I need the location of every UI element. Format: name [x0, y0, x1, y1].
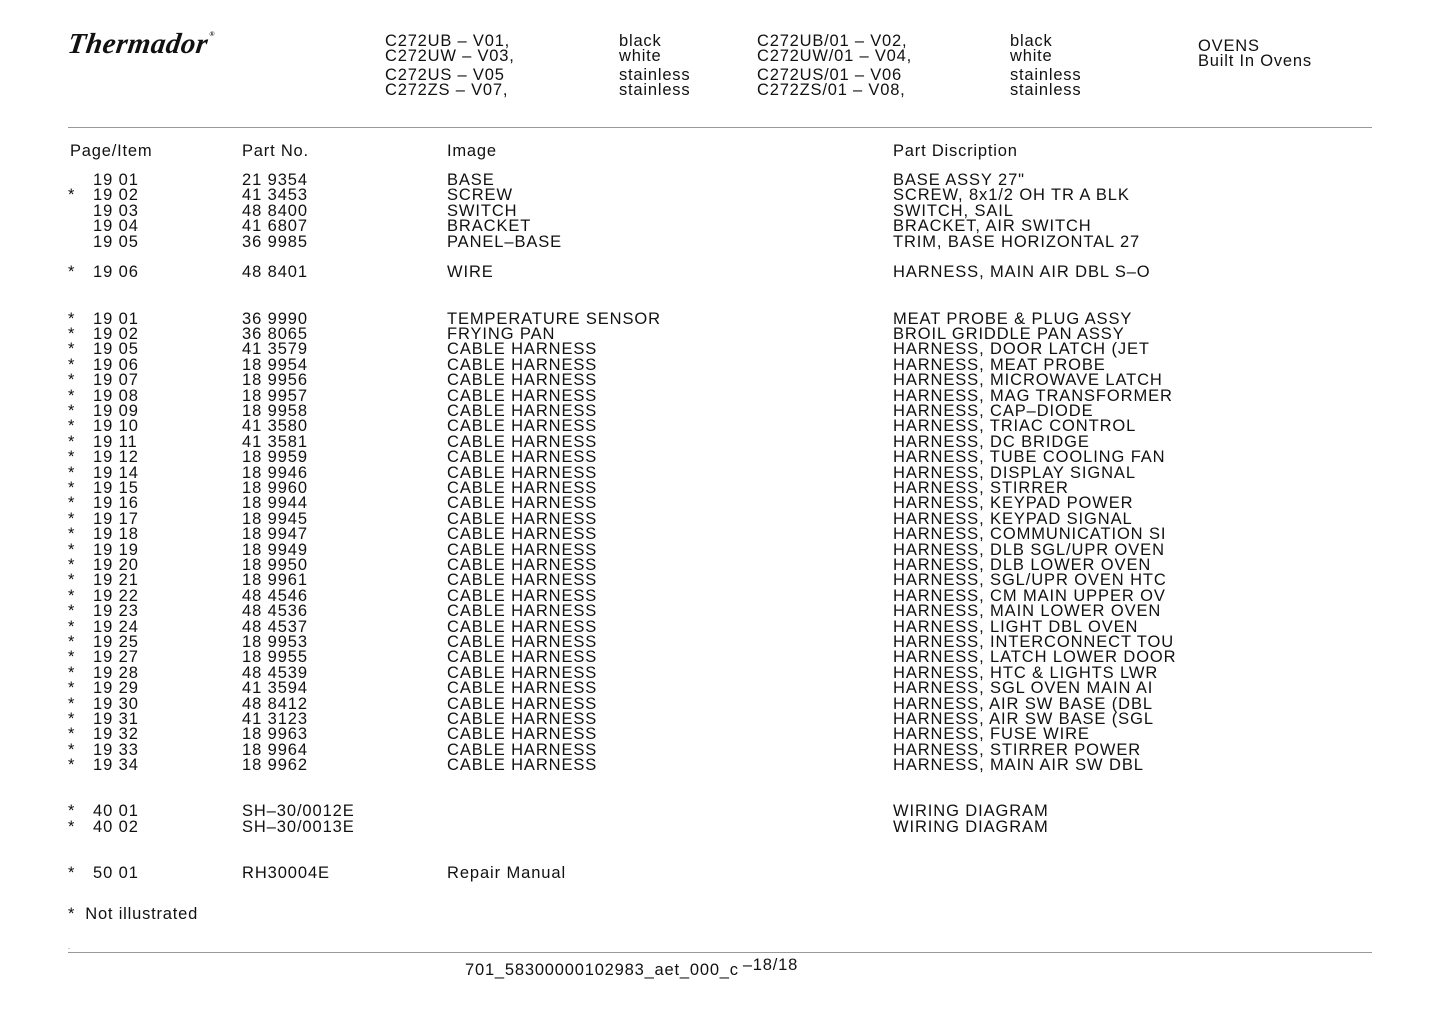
- description-cell: HARNESS, DOOR LATCH (JET: [893, 340, 1150, 359]
- divider-mark: .: [68, 942, 71, 951]
- page-item-cell: 50 01: [93, 864, 139, 882]
- page-item-cell: 19 05: [93, 340, 139, 359]
- image-cell: CABLE HARNESS: [447, 694, 598, 713]
- part-number-cell: 18 9947: [242, 525, 308, 544]
- page-item-cell: 19 19: [93, 540, 139, 559]
- part-number-cell: 18 9962: [242, 756, 308, 775]
- page-item-cell: 19 16: [93, 494, 139, 513]
- part-number-cell: 48 8401: [242, 263, 308, 282]
- not-illustrated-marker: *: [68, 448, 76, 467]
- part-number-cell: 18 9956: [242, 371, 308, 390]
- not-illustrated-marker: *: [68, 386, 76, 405]
- not-illustrated-marker: *: [68, 355, 76, 374]
- not-illustrated-marker: *: [68, 602, 76, 621]
- description-cell: HARNESS, MAG TRANSFORMER: [893, 386, 1173, 405]
- not-illustrated-marker: *: [68, 402, 76, 420]
- image-cell: SCREW: [447, 186, 513, 205]
- image-cell: CABLE HARNESS: [447, 463, 598, 482]
- model-list-col1: [385, 34, 515, 98]
- not-illustrated-marker: *: [68, 633, 76, 651]
- category-subtitle: Built In Ovens: [1198, 52, 1312, 70]
- image-cell: CABLE HARNESS: [447, 402, 598, 420]
- description-cell: HARNESS, MICROWAVE LATCH: [893, 371, 1163, 390]
- image-cell: CABLE HARNESS: [447, 494, 598, 513]
- not-illustrated-marker: *: [68, 864, 76, 882]
- description-cell: HARNESS, STIRRER POWER: [893, 740, 1142, 759]
- header-divider: [68, 127, 1372, 128]
- table-row: [0, 540, 1442, 559]
- not-illustrated-marker: *: [68, 617, 76, 636]
- image-cell: CABLE HARNESS: [447, 525, 598, 544]
- description-cell: HARNESS, KEYPAD POWER: [893, 494, 1134, 513]
- table-row: [0, 173, 1442, 188]
- not-illustrated-marker: *: [68, 756, 76, 775]
- not-illustrated-marker: *: [68, 817, 76, 836]
- header-image: Image: [447, 142, 497, 160]
- header-description: Part Discription: [893, 142, 1018, 160]
- table-row: [0, 866, 1442, 881]
- description-cell: HARNESS, LATCH LOWER DOOR: [893, 648, 1177, 667]
- part-number-cell: 48 4536: [242, 602, 308, 621]
- part-number-cell: 48 4546: [242, 586, 308, 605]
- page-item-cell: 19 34: [93, 756, 139, 775]
- description-cell: SCREW, 8x1/2 OH TR A BLK: [893, 186, 1130, 205]
- image-cell: CABLE HARNESS: [447, 479, 598, 497]
- part-number-cell: 41 3123: [242, 710, 308, 728]
- page-number: –18/18: [742, 956, 799, 974]
- description-cell: HARNESS, CM MAIN UPPER OV: [893, 586, 1166, 605]
- image-cell: CABLE HARNESS: [447, 540, 598, 559]
- part-number-cell: 48 8400: [242, 201, 308, 220]
- image-cell: PANEL–BASE: [447, 232, 563, 251]
- description-cell: WIRING DIAGRAM: [893, 802, 1049, 821]
- model-color: stainless: [619, 81, 691, 99]
- part-number-cell: 18 9944: [242, 494, 308, 513]
- image-cell: CABLE HARNESS: [447, 710, 598, 728]
- not-illustrated-marker: *: [68, 371, 76, 390]
- page-footer: [465, 956, 799, 980]
- part-number-cell: 41 3581: [242, 432, 308, 451]
- table-row: [0, 342, 1442, 357]
- description-cell: BRACKET, AIR SWITCH: [893, 217, 1092, 236]
- table-row: [0, 635, 1442, 650]
- image-cell: CABLE HARNESS: [447, 340, 598, 359]
- page-item-cell: 19 27: [93, 648, 139, 667]
- page-item-cell: 19 32: [93, 725, 139, 744]
- page-item-cell: 40 01: [93, 802, 139, 821]
- page-item-cell: 19 15: [93, 479, 139, 497]
- page-item-cell: 19 04: [93, 217, 139, 236]
- page-item-cell: 19 23: [93, 602, 139, 621]
- not-illustrated-marker: *: [68, 540, 76, 559]
- footer-divider: [68, 952, 1372, 953]
- image-cell: Repair Manual: [447, 864, 567, 882]
- page-item-cell: 19 05: [93, 232, 139, 251]
- description-cell: BROIL GRIDDLE PAN ASSY: [893, 325, 1125, 343]
- table-row: [0, 432, 1442, 451]
- page-item-cell: 19 02: [93, 186, 139, 205]
- part-number-cell: 18 9950: [242, 556, 308, 574]
- table-row: [0, 817, 1442, 836]
- image-cell: SWITCH: [447, 201, 518, 220]
- model-color: white: [619, 47, 662, 65]
- table-header: [0, 142, 1442, 160]
- table-row: [0, 804, 1442, 819]
- part-number-cell: 18 9958: [242, 402, 308, 420]
- not-illustrated-marker: *: [68, 263, 76, 282]
- part-number-cell: 36 9985: [242, 232, 308, 251]
- part-number-cell: 48 4537: [242, 617, 308, 636]
- not-illustrated-marker: *: [68, 432, 76, 451]
- description-cell: WIRING DIAGRAM: [893, 817, 1049, 836]
- page-item-cell: 19 20: [93, 556, 139, 574]
- not-illustrated-marker: *: [68, 571, 76, 590]
- image-cell: CABLE HARNESS: [447, 617, 598, 636]
- image-cell: CABLE HARNESS: [447, 633, 598, 651]
- description-cell: HARNESS, COMMUNICATION SI: [893, 525, 1167, 544]
- page-item-cell: 19 14: [93, 463, 139, 482]
- not-illustrated-marker: *: [68, 325, 76, 343]
- page-item-cell: 19 07: [93, 371, 139, 390]
- not-illustrated-marker: *: [68, 802, 76, 821]
- part-number-cell: 18 9957: [242, 386, 308, 405]
- image-cell: FRYING PAN: [447, 325, 556, 343]
- description-cell: HARNESS, TRIAC CONTROL: [893, 417, 1137, 436]
- part-number-cell: 18 9946: [242, 463, 308, 482]
- not-illustrated-marker: *: [68, 479, 76, 497]
- description-cell: HARNESS, FUSE WIRE: [893, 725, 1090, 744]
- part-number-cell: 41 3579: [242, 340, 308, 359]
- model-color: black: [1010, 32, 1053, 50]
- table-row: [0, 681, 1442, 696]
- page-item-cell: 19 01: [93, 309, 139, 328]
- model-number: C272UB/01 – V02,: [757, 32, 908, 50]
- page-item-cell: 19 06: [93, 355, 139, 374]
- image-cell: TEMPERATURE SENSOR: [447, 309, 661, 328]
- page-item-cell: 19 31: [93, 710, 139, 728]
- page-item-cell: 19 17: [93, 509, 139, 528]
- image-cell: CABLE HARNESS: [447, 386, 598, 405]
- table-row: [0, 758, 1442, 773]
- page-item-cell: 19 06: [93, 263, 139, 282]
- description-cell: HARNESS, AIR SW BASE (DBL: [893, 694, 1153, 713]
- page-item-cell: 19 12: [93, 448, 139, 467]
- table-row: [0, 355, 1442, 374]
- not-illustrated-marker: *: [68, 679, 76, 698]
- description-cell: HARNESS, MAIN LOWER OVEN: [893, 602, 1162, 621]
- part-number-cell: SH–30/0012E: [242, 802, 355, 821]
- description-cell: HARNESS, AIR SW BASE (SGL: [893, 710, 1154, 728]
- not-illustrated-marker: *: [68, 648, 76, 667]
- description-cell: HARNESS, LIGHT DBL OVEN: [893, 617, 1139, 636]
- table-row: [0, 496, 1442, 511]
- not-illustrated-marker: *: [68, 417, 76, 436]
- table-row: [0, 309, 1442, 328]
- page-item-cell: 19 25: [93, 633, 139, 651]
- table-row: [0, 201, 1442, 220]
- document-id: 701_58300000102983_aet_000_c: [465, 961, 739, 979]
- description-cell: HARNESS, MAIN AIR SW DBL: [893, 756, 1144, 775]
- not-illustrated-marker: *: [68, 309, 76, 328]
- not-illustrated-marker: *: [68, 725, 76, 744]
- not-illustrated-marker: *: [68, 694, 76, 713]
- not-illustrated-marker: *: [68, 525, 76, 544]
- table-row: [0, 386, 1442, 405]
- not-illustrated-marker: *: [68, 463, 76, 482]
- model-number: C272US/01 – V06: [757, 66, 903, 84]
- header-part-no: Part No.: [242, 142, 309, 160]
- table-row: [0, 727, 1442, 742]
- product-category: [1198, 39, 1312, 69]
- model-color: white: [1010, 47, 1053, 65]
- description-cell: TRIM, BASE HORIZONTAL 27: [893, 232, 1141, 251]
- not-illustrated-marker: *: [68, 509, 76, 528]
- page-item-cell: 19 02: [93, 325, 139, 343]
- model-number: C272ZS/01 – V08,: [757, 81, 906, 99]
- table-row: [0, 694, 1442, 713]
- model-list-col3: [757, 34, 912, 98]
- part-number-cell: 41 3594: [242, 679, 308, 698]
- part-number-cell: 41 3580: [242, 417, 308, 436]
- table-row: [0, 509, 1442, 528]
- table-row: [0, 527, 1442, 542]
- image-cell: CABLE HARNESS: [447, 648, 598, 667]
- not-illustrated-marker: *: [68, 556, 76, 574]
- image-cell: CABLE HARNESS: [447, 509, 598, 528]
- model-number: C272ZS – V07,: [385, 81, 509, 99]
- page-item-cell: 40 02: [93, 817, 139, 836]
- model-number: C272UB – V01,: [385, 32, 511, 50]
- model-number: C272UW – V03,: [385, 47, 515, 65]
- image-cell: CABLE HARNESS: [447, 756, 598, 775]
- part-number-cell: 21 9354: [242, 171, 308, 189]
- model-color: stainless: [1010, 66, 1082, 84]
- image-cell: CABLE HARNESS: [447, 371, 598, 390]
- image-cell: CABLE HARNESS: [447, 586, 598, 605]
- category-title: OVENS: [1198, 37, 1260, 55]
- image-cell: CABLE HARNESS: [447, 448, 598, 467]
- table-row: [0, 740, 1442, 759]
- part-number-cell: 18 9959: [242, 448, 308, 467]
- model-color: black: [619, 32, 662, 50]
- image-cell: CABLE HARNESS: [447, 679, 598, 698]
- description-cell: HARNESS, MAIN AIR DBL S–O: [893, 263, 1151, 282]
- page-item-cell: 19 09: [93, 402, 139, 420]
- description-cell: HARNESS, KEYPAD SIGNAL: [893, 509, 1133, 528]
- table-row: [0, 558, 1442, 573]
- model-number: C272UW/01 – V04,: [757, 47, 912, 65]
- part-number-cell: 18 9949: [242, 540, 308, 559]
- image-cell: WIRE: [447, 263, 494, 282]
- table-row: [0, 188, 1442, 203]
- part-number-cell: 18 9954: [242, 355, 308, 374]
- table-row: [0, 650, 1442, 665]
- not-illustrated-marker: *: [68, 663, 76, 682]
- description-cell: HARNESS, HTC & LIGHTS LWR: [893, 663, 1159, 682]
- model-color: stainless: [619, 66, 691, 84]
- description-cell: HARNESS, DC BRIDGE: [893, 432, 1090, 451]
- description-cell: HARNESS, TUBE COOLING FAN: [893, 448, 1166, 467]
- footnote: * Not illustrated: [68, 905, 199, 923]
- part-number-cell: SH–30/0013E: [242, 817, 355, 836]
- table-row: [0, 450, 1442, 465]
- header-page-item: Page/Item: [70, 142, 153, 160]
- part-number-cell: RH30004E: [242, 864, 330, 882]
- not-illustrated-marker: *: [68, 494, 76, 513]
- image-cell: CABLE HARNESS: [447, 417, 598, 436]
- part-number-cell: 18 9963: [242, 725, 308, 744]
- page-item-cell: 19 18: [93, 525, 139, 544]
- table-row: [0, 373, 1442, 388]
- table-row: [0, 481, 1442, 496]
- page-item-cell: 19 01: [93, 171, 139, 189]
- not-illustrated-marker: *: [68, 740, 76, 759]
- page-item-cell: 19 30: [93, 694, 139, 713]
- description-cell: HARNESS, DLB LOWER OVEN: [893, 556, 1152, 574]
- description-cell: HARNESS, STIRRER: [893, 479, 1069, 497]
- page-item-cell: 19 22: [93, 586, 139, 605]
- table-row: [0, 419, 1442, 434]
- image-cell: CABLE HARNESS: [447, 355, 598, 374]
- not-illustrated-marker: *: [68, 586, 76, 605]
- part-number-cell: 18 9960: [242, 479, 308, 497]
- image-cell: CABLE HARNESS: [447, 602, 598, 621]
- table-row: [0, 663, 1442, 682]
- page-item-cell: 19 33: [93, 740, 139, 759]
- table-row: [0, 219, 1442, 234]
- page-item-cell: 19 29: [93, 679, 139, 698]
- description-cell: BASE ASSY 27": [893, 171, 1025, 189]
- model-color-col2: [619, 34, 690, 98]
- table-row: [0, 265, 1442, 280]
- image-cell: CABLE HARNESS: [447, 725, 598, 744]
- table-row: [0, 463, 1442, 482]
- description-cell: HARNESS, DLB SGL/UPR OVEN: [893, 540, 1165, 559]
- image-cell: BASE: [447, 171, 495, 189]
- image-cell: CABLE HARNESS: [447, 663, 598, 682]
- not-illustrated-marker: *: [68, 340, 76, 359]
- page-item-cell: 19 08: [93, 386, 139, 405]
- table-row: [0, 327, 1442, 342]
- part-number-cell: 18 9953: [242, 633, 308, 651]
- table-row: [0, 232, 1442, 251]
- description-cell: HARNESS, SGL/UPR OVEN HTC: [893, 571, 1167, 590]
- table-row: [0, 617, 1442, 636]
- description-cell: HARNESS, INTERCONNECT TOU: [893, 633, 1175, 651]
- image-cell: CABLE HARNESS: [447, 571, 598, 590]
- image-cell: BRACKET: [447, 217, 532, 236]
- table-row: [0, 712, 1442, 727]
- description-cell: HARNESS, DISPLAY SIGNAL: [893, 463, 1136, 482]
- model-color: stainless: [1010, 81, 1082, 99]
- part-number-cell: 48 4539: [242, 663, 308, 682]
- table-row: [0, 604, 1442, 619]
- part-number-cell: 18 9961: [242, 571, 308, 590]
- page-item-cell: 19 21: [93, 571, 139, 590]
- image-cell: CABLE HARNESS: [447, 432, 598, 451]
- page-item-cell: 19 03: [93, 201, 139, 220]
- table-row: [0, 586, 1442, 605]
- description-cell: HARNESS, MEAT PROBE: [893, 355, 1106, 374]
- thermador-logo: Thermador®: [65, 28, 216, 60]
- part-number-cell: 36 8065: [242, 325, 308, 343]
- table-row: [0, 404, 1442, 419]
- description-cell: SWITCH, SAIL: [893, 201, 1014, 220]
- model-number: C272US – V05: [385, 66, 505, 84]
- part-number-cell: 18 9945: [242, 509, 308, 528]
- description-cell: HARNESS, SGL OVEN MAIN AI: [893, 679, 1154, 698]
- part-number-cell: 48 8412: [242, 694, 308, 713]
- part-number-cell: 36 9990: [242, 309, 308, 328]
- image-cell: CABLE HARNESS: [447, 556, 598, 574]
- part-number-cell: 41 3453: [242, 186, 308, 205]
- model-color-col4: [1010, 34, 1081, 98]
- image-cell: CABLE HARNESS: [447, 740, 598, 759]
- page-item-cell: 19 28: [93, 663, 139, 682]
- description-cell: HARNESS, CAP–DIODE: [893, 402, 1094, 420]
- part-number-cell: 41 6807: [242, 217, 308, 236]
- not-illustrated-marker: *: [68, 710, 76, 728]
- page-item-cell: 19 11: [93, 432, 138, 451]
- part-number-cell: 18 9955: [242, 648, 308, 667]
- page-item-cell: 19 10: [93, 417, 139, 436]
- part-number-cell: 18 9964: [242, 740, 308, 759]
- not-illustrated-marker: *: [68, 186, 76, 205]
- table-row: [0, 573, 1442, 588]
- page-item-cell: 19 24: [93, 617, 139, 636]
- description-cell: MEAT PROBE & PLUG ASSY: [893, 309, 1133, 328]
